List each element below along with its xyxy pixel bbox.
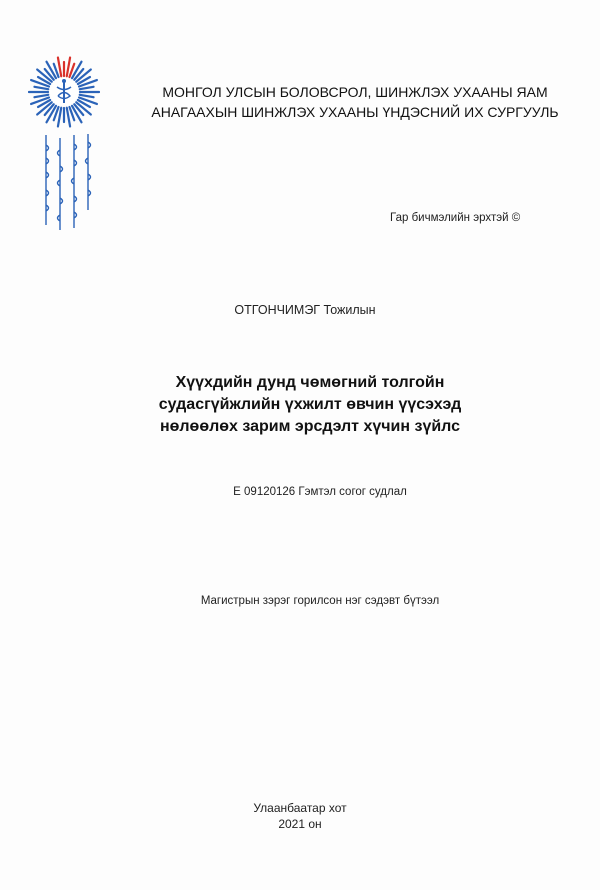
place-and-year [180, 800, 420, 832]
university-logo [28, 56, 100, 128]
logo-ray [80, 87, 94, 89]
logo-ray [58, 58, 61, 77]
logo-ray [80, 95, 94, 97]
copyright-notice: Гар бичмэлийн эрхтэй © [390, 212, 521, 224]
mongolian-script-logo-text [36, 130, 106, 240]
specialty-code: E 09120126 Гэмтэл согог судлал [233, 486, 407, 498]
city-name: Улаанбаатар хот [253, 801, 347, 815]
thesis-title [100, 372, 520, 438]
logo-ray [67, 58, 70, 77]
thesis-title-line: судасгүйжлийн үхжилт өвчин үүсэхэд [158, 396, 462, 413]
thesis-title-line: нөлөөлөх зарим эрсдэлт хүчин зүйлс [159, 418, 461, 435]
logo-ray [67, 108, 70, 127]
author-name: ОТГОНЧИМЭГ Тожилын [234, 303, 376, 317]
logo-ray [58, 108, 61, 127]
university-name: АНАГААХЫН ШИНЖЛЭХ УХААНЫ ҮНДЭСНИЙ ИХ СУРГУУЛЬ [151, 104, 559, 120]
ministry-header [120, 82, 590, 122]
logo-ray [34, 87, 48, 89]
degree-description: Магистрын зэрэг горилсон нэг сэдэвт бүтээл [200, 595, 440, 607]
logo-ray [34, 95, 48, 97]
ministry-name: МОНГОЛ УЛСЫН БОЛОВСРОЛ, ШИНЖЛЭХ УХААНЫ ЯАМ [162, 84, 548, 100]
year: 2021 он [278, 817, 322, 831]
thesis-title-line: Хүүхдийн дунд чөмөгний толгойн [175, 374, 445, 391]
